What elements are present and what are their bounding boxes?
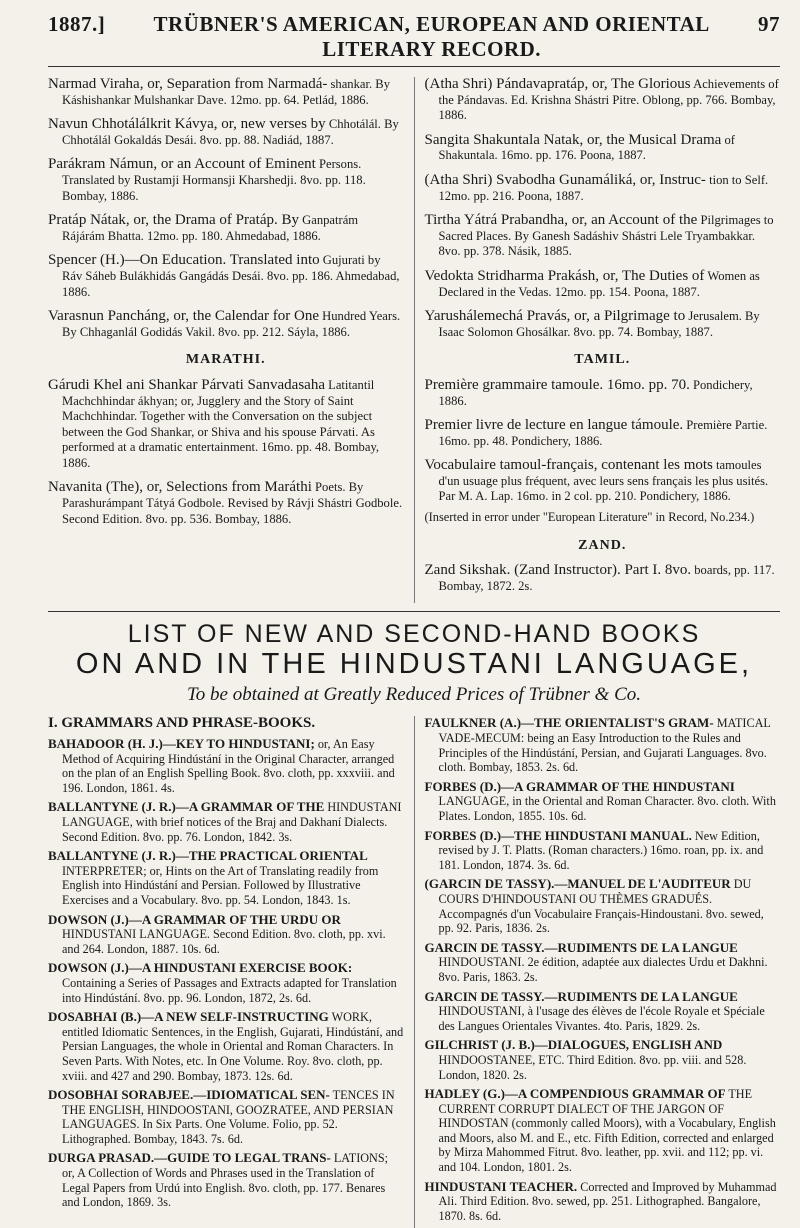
book-listing-body: or, An Easy Method of Acquiring Hindústání in the Original Character, arranged on the plan of an English Spelling Book. 8vo. cloth, pp. xxxviii. and 196. London, 1861. 4s. [62,737,395,795]
marathi-list [48,378,404,527]
catalog-entry [48,77,404,108]
catalog-entry-head: (Atha Shri) Svabodha Gunamáliká, or, Instruc- [424,171,706,188]
marathi-continued-list [425,77,781,340]
catalog-entry [425,563,781,594]
book-listing [425,1087,781,1175]
book-listing-head: BALLANTYNE (J. R.)—THE PRACTICAL ORIENTAL [48,848,368,864]
catalog-entry-head: Yarushálemechá Pravás, or, a Pilgrimage to [424,308,686,325]
catalog-entry-head: Premier livre de lecture en langue támoule. [424,417,684,434]
right-column [414,77,781,603]
tamil-list [425,378,781,505]
catalog-entry-head: Zand Sikshak. (Zand Instructor). Part I. 8vo. [424,562,692,579]
book-listing [425,829,781,873]
running-header [48,12,780,67]
catalog-entry-body: Achievements of the Pándavas. Ed. Krishna Shástri Pitre. Oblong, pp. 766. Bombay, 1886. [438,77,779,123]
catalog-entry-body: Poets. By Parashurámpant Tátyá Godbole. Revised by Rávji Shástri Godbole. Second Edition. 8vo. pp. 536. Bombay, 1886. [62,480,403,526]
catalog-entry-body: Première Partie. 16mo. pp. 48. Pondichery, 1886. [438,418,768,448]
book-listing-body: WORK, entitled Idiomatic Sentences, in the English, Gujarati, Hindústání, and Persian Languages, the whole in Oriental and Roman Characters. In Seven Parts. With Notes, etc. In One Volume. Roy. 8vo. cloth, pp. xviii. and 427 and 290. Bombay, 1873. 12s. 6d. [62,1010,404,1083]
catalog-entry-body: Pondichery, 1886. [438,377,753,408]
catalog-entry [425,418,781,449]
gujarati-list [48,77,404,340]
banner-subtitle: To be obtained at Greatly Reduced Prices of Trübner & Co. [186,684,642,706]
catalog-entry [425,173,781,204]
section-title: I. GRAMMARS AND PHRASE-BOOKS. [48,715,316,732]
book-listing-body: HINDUSTANI LANGUAGE. Second Edition. 8vo. cloth, pp. xvi. and 264. London, 1887. 10s. 6d. [62,927,386,956]
book-listing-head: DOSABHAI (B.)—A NEW SELF-INSTRUCTING [48,1009,329,1025]
catalog-entry-head: Vedokta Stridharma Prakásh, or, The Duties of [424,267,705,284]
catalog-entry-body: Jerusalem. By Isaac Solomon Ghosálkar. 8vo. pp. 74. Bombay, 1887. [438,309,760,339]
book-listing-head: FORBES (D.)—THE HINDUSTANI MANUAL. [424,827,692,843]
catalog-entry-head: Sangita Shakuntala Natak, or, the Musical Drama [424,131,722,148]
book-listing-body: MATICAL VADE-MECUM: being an Easy Introduction to the Rules and Principles of the Hindústání, Persian, and Gujarati Languages. 8vo. cloth. Bombay, 1853. 2s. 6d. [438,716,771,775]
catalog-entry-head: Pratáp Nátak, or, the Drama of Pratáp. By [48,212,299,229]
book-listing [48,961,404,1005]
book-listing-body: New Edition, revised by J. T. Platts. (Roman characters.) 16mo. roan, pp. ix. and 181. London, 1874. 3s. 6d. [438,828,764,872]
book-listing [48,849,404,907]
book-listing [425,877,781,935]
book-listing-body: HINDOUSTANI. 2e édition, adaptée aux dialectes Urdu et Dakhni. 8vo. Paris, 1863. 2s. [438,955,768,984]
catalog-entry [48,480,404,527]
catalog-entry [425,309,781,340]
catalog-entry-head: (Atha Shri) Pándavapratáp, or, The Glorious [424,76,691,92]
catalog-entry [425,77,781,124]
book-listing-head: FORBES (D.)—A GRAMMAR OF THE HINDUSTANI [424,778,735,794]
book-listing-head: DOWSON (J.)—A GRAMMAR OF THE URDU OR [48,911,341,927]
catalog-entry-body: tion to Self. 12mo. pp. 216. Poona, 1887. [438,172,769,203]
left-column [48,77,414,603]
book-listing-head: GARCIN DE TASSY.—RUDIMENTS DE LA LANGUE [424,988,738,1004]
book-listing [425,1038,781,1082]
book-listing-head: BALLANTYNE (J. R.)—A GRAMMAR OF THE [48,799,325,815]
catalog-entry [48,117,404,148]
book-listing-head: (GARCIN DE TASSY).—MANUEL DE L'AUDITEUR [424,876,731,892]
book-listing-head: FAULKNER (A.)—THE ORIENTALIST'S GRAM- [424,715,714,731]
page-number: 97 [758,12,780,36]
book-listing [425,990,781,1034]
catalog-entry-body: Persons. Translated by Rustamji Hormansji Kharshedji. 8vo. pp. 118. Bombay, 1886. [62,157,366,203]
tamil-note: (Inserted in error under "European Literature" in Record, No.234.) [424,510,755,525]
catalog-entry-head: Gárudi Khel ani Shankar Párvati Sanvadasaha [48,376,325,393]
book-listing-head: GILCHRIST (J. B.)—DIALOGUES, ENGLISH AND [424,1037,723,1053]
book-listing-body: THE CURRENT CORRUPT DIALECT OF THE JARGON OF HINDOSTAN (commonly called Moors), with a Vocabulary, English and Moors, also M. and E., etc. Fifth Edition, corrected and enlarged by Mirza Mahommed Fitrut. 8vo. leather, pp. xvii. and 112; pp. vi. and 104. London, 1801. 2s. [438,1087,776,1175]
books-left-list [48,737,404,1210]
catalog-entry [48,378,404,472]
catalog-entry-body: shankar. By Káshishankar Mulshankar Dave. 12mo. pp. 64. Petlád, 1886. [62,77,390,107]
book-listing [425,716,781,774]
book-listing-body: TENCES IN THE ENGLISH, HINDOOSTANI, GOOZRATEE, AND PERSIAN LANGUAGES. In Six Parts. One Volume. Folio, pp. 52. Lithographed. Bombay, 1843. 7s. 6d. [62,1088,395,1146]
book-listing-head: DOWSON (J.)—A HINDUSTANI EXERCISE BOOK: [48,960,353,976]
catalog-entry-head: Narmad Viraha, or, Separation from Narmadá- [48,76,328,92]
top-columns [48,77,780,603]
marathi-heading: MARATHI. [185,352,266,368]
catalog-entry [425,458,781,505]
catalog-entry [425,378,781,409]
catalog-entry-head: Spencer (H.)—On Education. Translated into [48,252,320,269]
book-listing [48,913,404,957]
book-listing [48,1010,404,1083]
catalog-entry-head: Varasnun Pancháng, or, the Calendar for One [48,308,319,325]
book-listing [425,941,781,985]
books-right-list [425,716,781,1223]
catalog-entry [48,253,404,300]
book-listing-body: Containing a Series of Passages and Extracts adapted for Translation into Hindústání. 8vo. pp. 96. London, 1872, 2s. 6d. [62,975,397,1005]
catalog-entry-body: Women as Declared in the Vedas. 12mo. pp. 154. Poona, 1887. [438,268,760,299]
book-listing-body: DU COURS D'HINDOUSTANI OU THÈMES GRADUÉS. Accompagnés d'un Vocabulaire Français-Hindoustani. 8vo. sewed, pp. 92. Paris, 1836. 2s. [438,877,764,936]
catalog-entry-head: Vocabulaire tamoul-français, contenant les mots [424,457,713,474]
book-listing [48,800,404,844]
book-listing-body: LATIONS; or, A Collection of Words and Phrases used in the Translation of Legal Papers from Urdú into English. 8vo. cloth, pp. 177. Benares and London, 1869. 3s. [62,1151,389,1210]
book-listing-body: HINDOOSTANEE, ETC. Third Edition. 8vo. pp. viii. and 528. London, 1820. 2s. [438,1052,747,1082]
book-listing-body: LANGUAGE, in the Oriental and Roman Character. 8vo. cloth. With Plates. London, 1855. 10s. 6d. [438,794,776,823]
catalog-entry-body: Gujurati by Ráv Sáheb Bulákhidás Gangádás Desái. 8vo. pp. 186. Ahmedabad, 1886. [62,253,400,299]
catalog-entry-body: tamoules d'un usuage plus fréquent, avec leurs sens français les plus usités. Par M. A. Lap. 16mo. in 2 col. pp. 210. Pondichery, 1886. [438,458,769,504]
book-listing [425,780,781,824]
books-right-column [414,716,781,1228]
book-listing-body: HINDUSTANI LANGUAGE, with brief notices of the Braj and Dakhaní Dialects. Second Edition. 8vo. pp. 76. London, 1842. 3s. [62,800,402,844]
tamil-heading: TAMIL. [574,352,631,368]
book-listing-body: HINDOUSTANI, à l'usage des élèves de l'école Royale et Spéciale des Langues Orientales Vivantes. 4to. Paris, 1829. 2s. [438,1004,765,1033]
catalog-entry-head: Parákram Námun, or an Account of Eminent [48,156,316,173]
journal-title: TRÜBNER'S AMERICAN, EUROPEAN AND ORIENTAL LITERARY RECORD. [153,12,710,61]
catalog-entry-head: Navun Chhotálálkrit Kávya, or, new verses by [48,116,326,133]
book-listing-body: Corrected and Improved by Muhammad Ali. Third Edition. 8vo. sewed, pp. 251. Lithographed. Bangalore, 1870. 8s. 6d. [438,1179,777,1223]
catalog-entry-body: Pilgrimages to Sacred Places. By Ganesh Sadáshiv Shástri Lele Tryambakkar. 8vo. pp. 378. Násik, 1885. [438,213,774,259]
book-listing-head: GARCIN DE TASSY.—RUDIMENTS DE LA LANGUE [424,939,738,955]
catalog-entry-body: Latitantil Machchhindar ákhyan; or, Jugglery and the Story of Saint Machchhindar. Together with the Conversation on the subject between the God Shankar, or Shiva and his spouse Párvati. As performed at a dramatic entertainment. 16mo. pp. 48. Bombay, 1886. [62,377,380,470]
catalog-entry-body: of Shakuntala. 16mo. pp. 176. Poona, 1887. [438,132,735,163]
catalog-entry [425,133,781,164]
zand-list [425,563,781,594]
journal-page [48,12,780,1228]
book-listing-head: HINDUSTANI TEACHER. [424,1178,578,1194]
divider [48,611,780,612]
catalog-entry [48,157,404,204]
book-listing [48,1088,404,1146]
catalog-entry [425,269,781,300]
catalog-entry-body: Ganpatrám Rájárám Bhatta. 12mo. pp. 180. Ahmedabad, 1886. [62,213,359,243]
bottom-columns [48,716,780,1228]
catalog-entry [48,309,404,340]
book-listing-head: DURGA PRASAD.—GUIDE TO LEGAL TRANS- [48,1150,331,1166]
catalog-entry-head: Tirtha Yátrá Prabandha, or, an Account of the [424,212,698,229]
year-label: 1887.] [48,12,106,36]
zand-heading: ZAND. [578,537,627,553]
banner-line-1: LIST OF NEW AND SECOND-HAND BOOKS [127,620,701,649]
catalog-entry [48,213,404,244]
books-left-column [48,716,414,1228]
catalog-entry-head: Navanita (The), or, Selections from Maráthi [48,479,312,496]
book-listing [48,737,404,795]
catalog-entry [425,213,781,260]
banner-line-2: ON AND IN THE HINDUSTANI LANGUAGE, [75,648,753,681]
book-listing-body: INTERPRETER; or, Hints on the Art of Translating readily from English into Hindústání and Persian. Followed by Illustrative Exercises and a Vocabulary. 8vo. pp. 54. London, 1843. 1s. [62,863,379,907]
book-listing [425,1180,781,1224]
catalog-entry-body: Hundred Years. By Chhaganlál Godidás Vakil. 8vo. pp. 212. Sáyla, 1886. [62,309,401,339]
catalog-entry-body: Chhotálál. By Chhotálál Gokaldás Desái. 8vo. pp. 88. Nadiád, 1887. [62,117,399,147]
book-listing [48,1151,404,1209]
catalog-entry-body: boards, pp. 117. Bombay, 1872. 2s. [438,563,775,593]
book-listing-head: DOSOBHAI SORABJEE.—IDIOMATICAL SEN- [48,1087,330,1103]
book-listing-head: HADLEY (G.)—A COMPENDIOUS GRAMMAR OF [424,1086,726,1102]
book-listing-head: BAHADOOR (H. J.)—KEY TO HINDUSTANI; [48,736,315,752]
catalog-entry-head: Première grammaire tamoule. 16mo. pp. 70. [424,376,690,393]
